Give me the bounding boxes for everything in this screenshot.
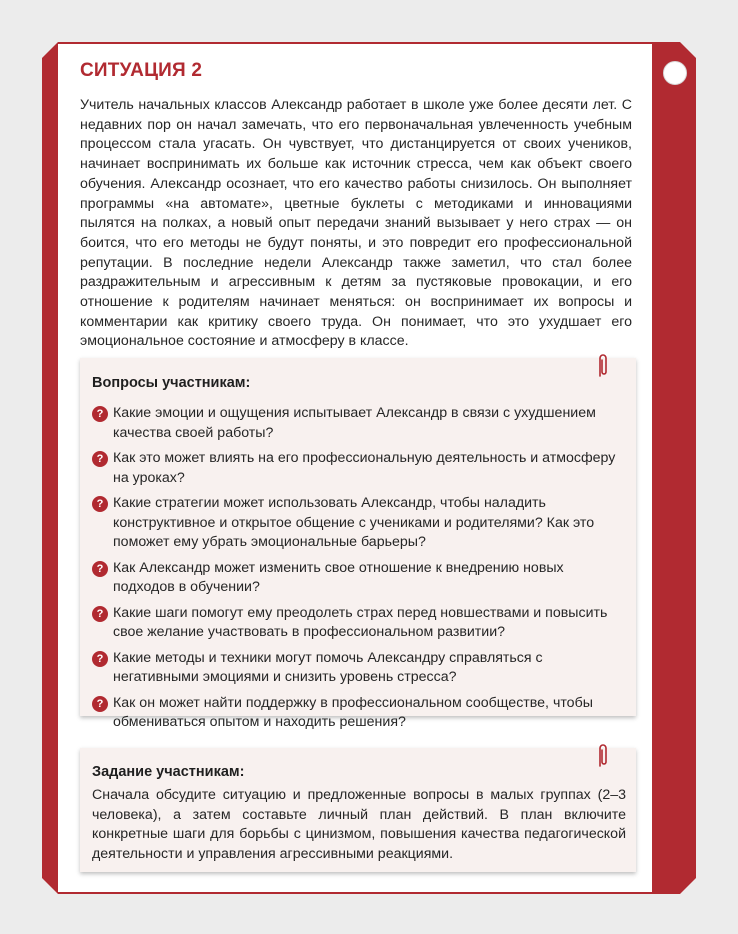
question-item [92,494,626,553]
question-mark-icon: ? [92,651,108,667]
paperclip-icon [596,742,610,768]
question-item [92,694,626,733]
question-mark-icon: ? [92,606,108,622]
task-text: Сначала обсудите ситуацию и предложенные вопросы в малых группах (2–3 человека), а затем составьте личный план действий. В план включите конкретные шаги для борьбы с цинизмом, повышения качества педагогической деятельности и управления агрессивными реакциями. [92,787,626,862]
question-text: Какие эмоции и ощущения испытывает Александр в связи с ухудшением качества своей работы? [113,405,596,441]
question-mark-icon: ? [92,406,108,422]
question-text: Какие шаги помогут ему преодолеть страх перед новшествами и повысить свое желание участвовать в профессиональном развитии? [113,604,608,640]
question-text: Как это может влиять на его профессиональную деятельность и атмосферу на уроках? [113,450,616,486]
question-item [92,449,626,488]
task-heading: Задание участникам: [92,764,245,780]
paperclip-icon [596,352,610,378]
question-text: Как Александр может изменить свое отношение к внедрению новых подходов в обучении? [113,559,564,595]
task-panel [80,748,636,872]
question-text: Как он может найти поддержку в профессиональном сообществе, чтобы обмениваться опытом и находить решения? [113,694,593,730]
question-item [92,404,626,443]
binder-hole-icon [663,61,687,85]
questions-panel [80,358,636,730]
situation-description: Учитель начальных классов Александр работает в школе уже более десяти лет. С недавних пор он начал замечать, что его первоначальная увлеченность учебным процессом стала угасать. Он чувствует, что дистанцируется от своих учеников, начинает воспринимать их больше как источник стресса, чем как объект своего обучения. Александр осознает, что его качество работы снизилось. Он выполняет программы «на автомате», цветные буклеты с методиками и инновациями пылятся на полках, а новый опыт передачи знаний вызывает у него страх — он боится, что его методы не будут поняты, и это повредит его профессиональной репутации. В последние недели Александр также заметил, что стал более раздражительным и агрессивным к детям за пустяковые провокации, и его отношение к родителям начинает меняться: он воспринимает их вопросы и комментарии как критику своего труда. Он понимает, что это ухудшает его эмоциональное состояние и атмосферу в классе. [80,97,632,350]
question-item [92,649,626,688]
question-text: Какие стратегии может использовать Александр, чтобы наладить конструктивное и открытое общение с учениками и родителями? Как это поможет ему убрать эмоциональные барьеры? [113,495,595,550]
question-text: Какие методы и техники могут помочь Александру справляться с негативными эмоциями и снизить уровень стресса? [113,649,543,685]
question-item [92,559,626,598]
question-mark-icon: ? [92,561,108,577]
questions-list [92,404,626,733]
question-mark-icon: ? [92,496,108,512]
questions-heading: Вопросы участникам: [92,375,251,391]
situation-title: СИТУАЦИЯ 2 [80,60,203,81]
question-item [92,604,626,643]
question-mark-icon: ? [92,696,108,712]
question-mark-icon: ? [92,451,108,467]
